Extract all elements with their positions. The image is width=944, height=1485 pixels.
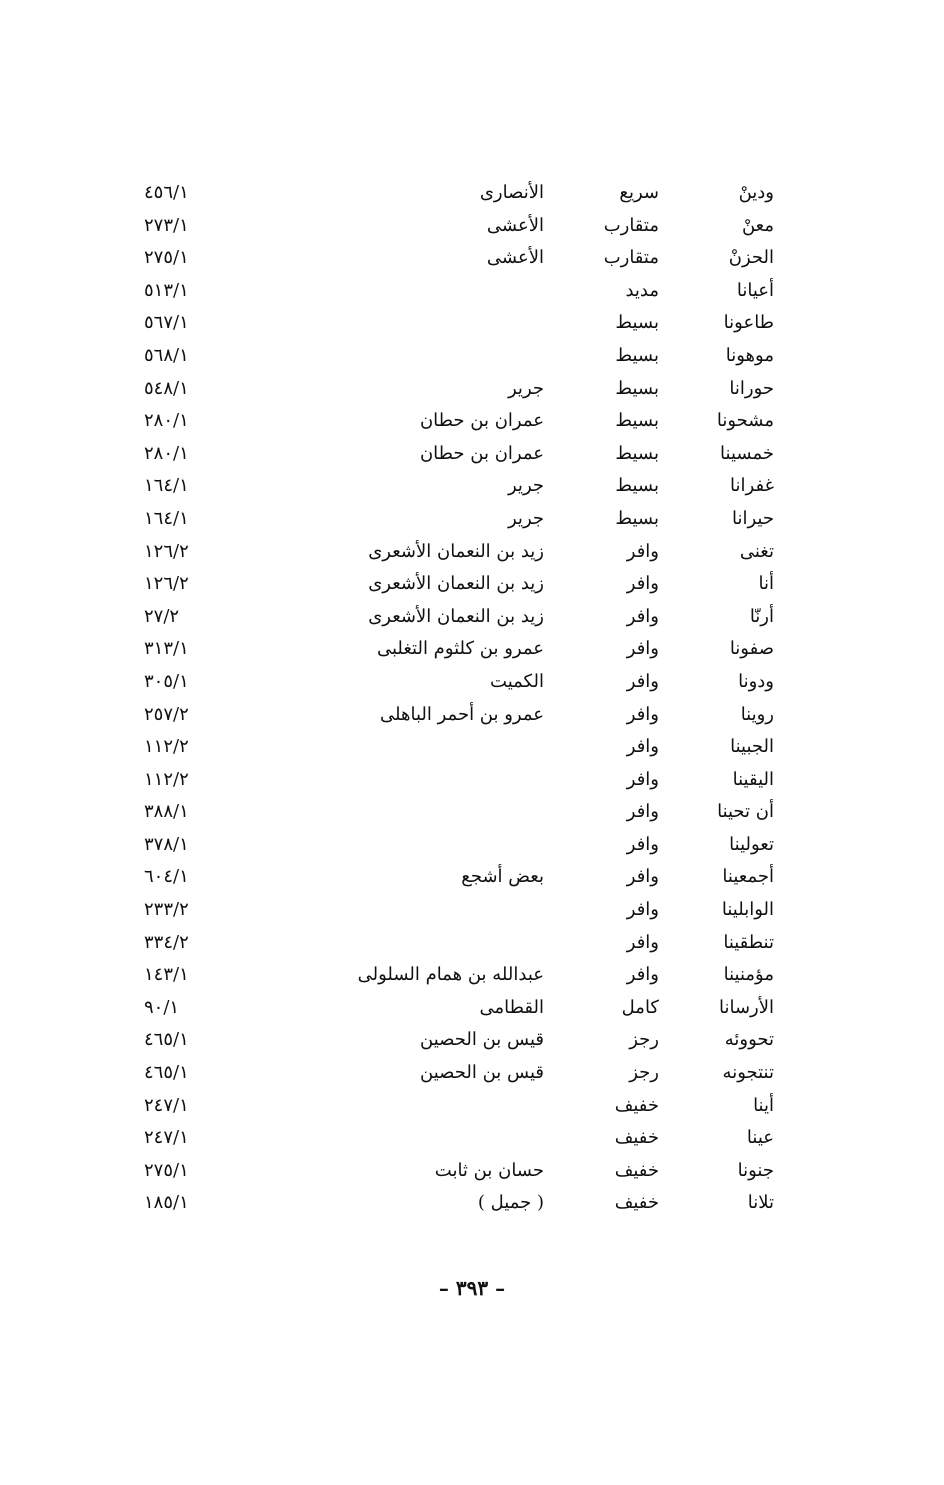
table-row <box>0 374 944 407</box>
rhyme-word: أعيانا <box>736 279 774 301</box>
page-reference: ١١٢/٢ <box>144 736 189 758</box>
rhyme-word: غفرانا <box>730 475 774 497</box>
rhyme-word: الوابلينا <box>721 899 774 921</box>
table-row <box>0 1156 944 1189</box>
rhyme-word: روينا <box>740 703 774 725</box>
meter: بسيط <box>615 344 659 366</box>
meter: وافر <box>626 670 659 692</box>
poet-name: جرير <box>508 507 544 529</box>
poet-name: زيد بن النعمان الأشعرى <box>368 573 544 595</box>
meter: بسيط <box>615 475 659 497</box>
page-reference: ٢٧/٢ <box>144 605 180 627</box>
poet-name: عمرو بن أحمر الباهلى <box>380 703 544 725</box>
page-reference: ٢٧٥/١ <box>144 1159 189 1181</box>
meter: وافر <box>626 638 659 660</box>
page-reference: ٢٨٠/١ <box>144 442 189 464</box>
table-row <box>0 439 944 472</box>
meter: بسيط <box>615 312 659 334</box>
poet-name: قيس بن الحصين <box>420 1062 544 1084</box>
page-reference: ٢٤٧/١ <box>144 1094 189 1116</box>
table-row <box>0 993 944 1026</box>
meter: وافر <box>626 833 659 855</box>
table-row <box>0 634 944 667</box>
meter: بسيط <box>615 410 659 432</box>
rhyme-word: ودينْ <box>738 182 774 203</box>
table-row <box>0 960 944 993</box>
page-reference: ١٢٦/٢ <box>144 573 189 595</box>
page-reference: ٣١٣/١ <box>144 638 189 660</box>
meter: بسيط <box>615 442 659 464</box>
page-reference: ٢٥٧/٢ <box>144 703 189 725</box>
meter: خفيف <box>614 1159 659 1181</box>
poet-name: جرير <box>508 377 544 399</box>
table-row <box>0 1058 944 1091</box>
rhyme-word: ودونا <box>738 670 774 692</box>
poet-name: عمران بن حطان <box>419 410 544 432</box>
rhyme-word: تنطقينا <box>723 931 774 953</box>
rhyme-word: تنتجونه <box>722 1062 774 1084</box>
table-row <box>0 1091 944 1124</box>
poet-name: الأنصارى <box>479 182 544 203</box>
poet-name: الكميت <box>490 670 544 692</box>
page-reference: ٢٨٠/١ <box>144 410 189 432</box>
page-reference: ٣٠٥/١ <box>144 670 189 692</box>
rhyme-word: طاعونا <box>723 312 774 334</box>
page-reference: ٥١٣/١ <box>144 279 189 301</box>
table-row <box>0 700 944 733</box>
meter: بسيط <box>615 377 659 399</box>
rhyme-word: مؤمنينا <box>723 964 774 986</box>
meter: وافر <box>626 964 659 986</box>
rhyme-word: اليقينا <box>732 768 774 790</box>
page-reference: ١٢٦/٢ <box>144 540 189 562</box>
table-row <box>0 602 944 635</box>
rhyme-word: جنونا <box>737 1159 774 1181</box>
page-reference: ٤٦٥/١ <box>144 1062 189 1084</box>
page-reference: ١٦٤/١ <box>144 475 189 497</box>
rhyme-word: أنا <box>758 573 774 595</box>
page-reference: ٣٨٨/١ <box>144 801 189 823</box>
meter: وافر <box>626 931 659 953</box>
rhyme-word: حيرانا <box>732 507 774 529</box>
page-reference: ١٦٤/١ <box>144 507 189 529</box>
table-row <box>0 504 944 537</box>
meter: متقارب <box>603 214 659 236</box>
rhyme-word: تحووئه <box>724 1029 774 1051</box>
meter: خفيف <box>614 1094 659 1116</box>
page-reference: ٥٤٨/١ <box>144 377 189 399</box>
rhyme-word: أرنّا <box>749 605 774 627</box>
rhyme-word: تلانا <box>747 1192 774 1214</box>
rhyme-word: موهونا <box>725 344 774 366</box>
poet-name: عبدالله بن همام السلولى <box>357 964 544 986</box>
table-row <box>0 765 944 798</box>
rhyme-word: معنْ <box>741 214 774 236</box>
rhyme-word: الحزنْ <box>728 247 774 269</box>
page-reference: ٢٤٧/١ <box>144 1127 189 1149</box>
rhyme-word: حورانا <box>729 377 774 399</box>
page-reference: ٩٠/١ <box>144 996 180 1018</box>
rhyme-word: أن تحينا <box>717 801 774 823</box>
table-row <box>0 1188 944 1221</box>
meter: وافر <box>626 736 659 758</box>
meter: كامل <box>621 996 659 1018</box>
poet-name: زيد بن النعمان الأشعرى <box>368 605 544 627</box>
table-row <box>0 406 944 439</box>
page-reference: ٥٦٨/١ <box>144 344 189 366</box>
table-row <box>0 569 944 602</box>
page-number: – ٣٩٣ – <box>438 1276 506 1300</box>
poet-name: الأعشى <box>486 247 544 269</box>
rhyme-word: تغنى <box>739 540 774 562</box>
verse-index-table <box>0 178 944 1221</box>
meter: سريع <box>619 182 659 203</box>
meter: وافر <box>626 703 659 725</box>
poet-name: زيد بن النعمان الأشعرى <box>368 540 544 562</box>
rhyme-word: أجمعينا <box>722 866 774 888</box>
page-reference: ٣٧٨/١ <box>144 833 189 855</box>
table-row <box>0 667 944 700</box>
meter: متقارب <box>603 247 659 269</box>
table-row <box>0 862 944 895</box>
table-row <box>0 732 944 765</box>
rhyme-word: خمسينا <box>720 442 774 464</box>
poet-name: الأعشى <box>486 214 544 236</box>
meter: وافر <box>626 899 659 921</box>
page-reference: ٣٣٤/٢ <box>144 931 189 953</box>
table-row <box>0 341 944 374</box>
poet-name: ( جميل ) <box>477 1192 544 1214</box>
poet-name: عمران بن حطان <box>419 442 544 464</box>
table-row <box>0 1025 944 1058</box>
meter: خفيف <box>614 1192 659 1214</box>
page-reference: ٢٣٣/٢ <box>144 899 189 921</box>
meter: وافر <box>626 801 659 823</box>
rhyme-word: أينا <box>753 1094 774 1116</box>
table-row <box>0 276 944 309</box>
table-row <box>0 211 944 244</box>
table-row <box>0 537 944 570</box>
poet-name: حسان بن ثابت <box>434 1159 544 1181</box>
table-row <box>0 471 944 504</box>
poet-name: بعض أشجع <box>461 866 544 888</box>
meter: وافر <box>626 573 659 595</box>
meter: وافر <box>626 605 659 627</box>
page-reference: ١١٢/٢ <box>144 768 189 790</box>
table-row <box>0 895 944 928</box>
table-row <box>0 928 944 961</box>
rhyme-word: الجبينا <box>730 736 774 758</box>
rhyme-word: مشحونا <box>716 410 774 432</box>
meter: بسيط <box>615 507 659 529</box>
page-reference: ٦٠٤/١ <box>144 866 189 888</box>
poet-name: جرير <box>508 475 544 497</box>
page-reference: ٢٧٥/١ <box>144 247 189 269</box>
page-reference: ٤٦٥/١ <box>144 1029 189 1051</box>
table-row <box>0 830 944 863</box>
page-reference: ١٤٣/١ <box>144 964 189 986</box>
table-row <box>0 797 944 830</box>
meter: وافر <box>626 768 659 790</box>
poet-name: قيس بن الحصين <box>420 1029 544 1051</box>
page-reference: ٤٥٦/١ <box>144 182 189 203</box>
table-row <box>0 243 944 276</box>
table-row <box>0 178 944 211</box>
page-reference: ٥٦٧/١ <box>144 312 189 334</box>
table-row <box>0 1123 944 1156</box>
meter: خفيف <box>614 1127 659 1149</box>
rhyme-word: عينا <box>746 1127 774 1149</box>
meter: وافر <box>626 866 659 888</box>
meter: وافر <box>626 540 659 562</box>
poet-name: القطامى <box>479 996 544 1018</box>
meter: مديد <box>625 279 659 301</box>
poet-name: عمرو بن كلثوم التغلبى <box>376 638 544 660</box>
table-row <box>0 308 944 341</box>
meter: رجز <box>629 1029 659 1051</box>
page-reference: ١٨٥/١ <box>144 1192 189 1214</box>
rhyme-word: تعولينا <box>729 833 774 855</box>
meter: رجز <box>629 1062 659 1084</box>
rhyme-word: الأرسانا <box>718 996 774 1018</box>
rhyme-word: صفونا <box>729 638 774 660</box>
page-reference: ٢٧٣/١ <box>144 214 189 236</box>
